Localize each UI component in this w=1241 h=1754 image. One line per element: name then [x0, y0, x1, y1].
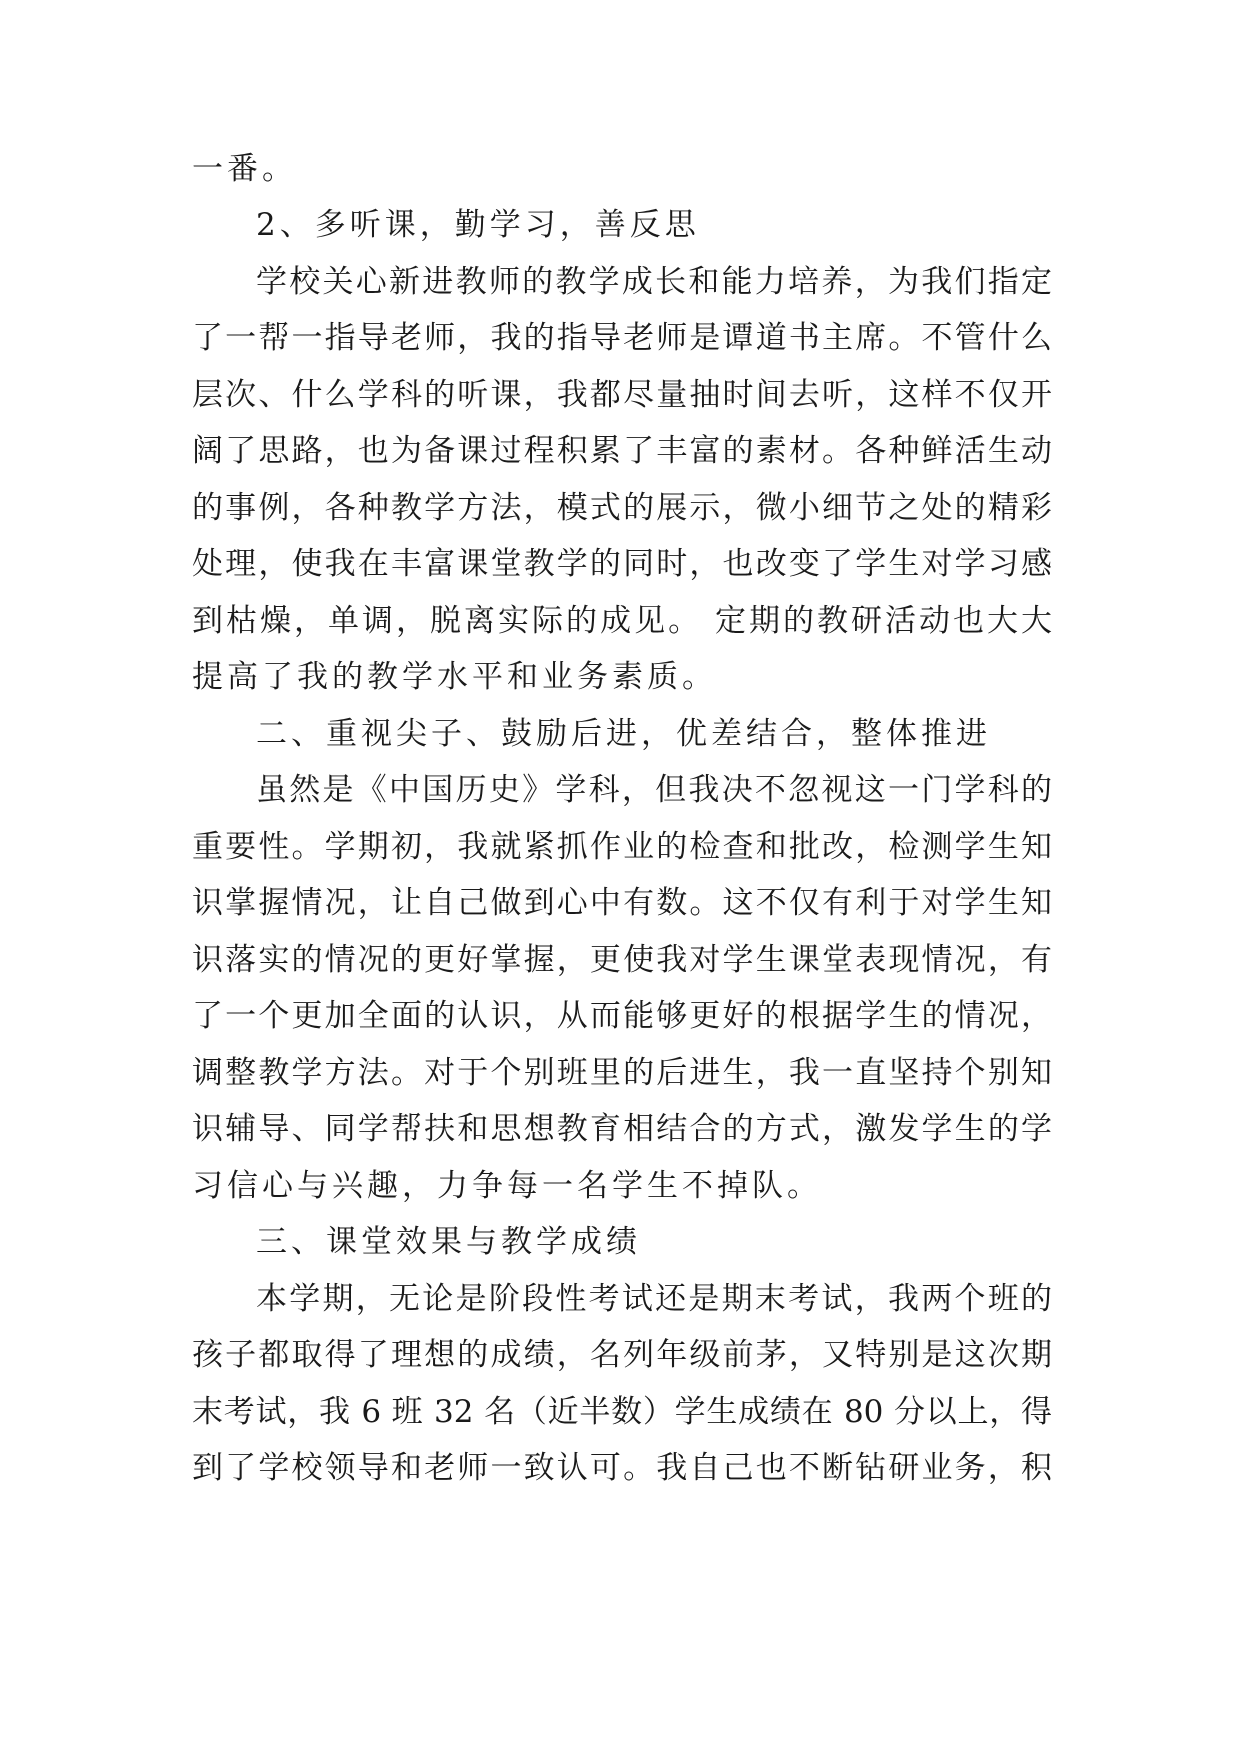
text-line-4: 了一帮一指导老师，我的指导老师是谭道书主席。不管什么 [192, 320, 1052, 356]
text-line-7: 的事例，各种教学方法，模式的展示，微小细节之处的精彩 [192, 490, 1052, 526]
text-line-15: 识落实的情况的更好掌握，更使我对学生课堂表现情况，有 [192, 942, 1052, 978]
text-line-19: 习信心与兴趣，力争每一名学生不掉队。 [192, 1168, 822, 1204]
heading-section-two: 二、重视尖子、鼓励后进，优差结合，整体推进 [256, 716, 991, 752]
text-line-18: 识辅导、同学帮扶和思想教育相结合的方式，激发学生的学 [192, 1111, 1052, 1147]
text-line-22: 孩子都取得了理想的成绩，名列年级前茅，又特别是这次期 [192, 1337, 1052, 1373]
text-line-24: 到了学校领导和老师一致认可。我自己也不断钻研业务，积 [192, 1450, 1052, 1486]
text-line-1: 一番。 [192, 151, 297, 187]
text-line-13: 重要性。学期初，我就紧抓作业的检查和批改，检测学生知 [192, 829, 1052, 865]
text-line-5: 层次、什么学科的听课，我都尽量抽时间去听，这样不仅开 [192, 377, 1052, 413]
text-line-21: 本学期，无论是阶段性考试还是期末考试，我两个班的 [256, 1281, 1052, 1317]
text-line-3: 学校关心新进教师的教学成长和能力培养，为我们指定 [256, 264, 1052, 300]
text-line-8: 处理，使我在丰富课堂教学的同时，也改变了学生对学习感 [192, 546, 1052, 582]
heading-section-three: 三、课堂效果与教学成绩 [256, 1224, 641, 1260]
text-line-16: 了一个更加全面的认识，从而能够更好的根据学生的情况， [192, 998, 1052, 1034]
text-line-17: 调整教学方法。对于个别班里的后进生，我一直坚持个别知 [192, 1055, 1052, 1091]
heading-listen-learn-reflect: 2、多听课，勤学习，善反思 [256, 207, 700, 243]
text-line-10: 提高了我的教学水平和业务素质。 [192, 659, 717, 695]
text-line-9: 到枯燥，单调，脱离实际的成见。 定期的教研活动也大大 [192, 603, 1052, 639]
text-line-12: 虽然是《中国历史》学科，但我决不忽视这一门学科的 [256, 772, 1052, 808]
text-line-23: 末考试，我 6 班 32 名（近半数）学生成绩在 80 分以上，得 [192, 1394, 1052, 1430]
text-line-14: 识掌握情况，让自己做到心中有数。这不仅有利于对学生知 [192, 885, 1052, 921]
text-line-6: 阔了思路，也为备课过程积累了丰富的素材。各种鲜活生动 [192, 433, 1052, 469]
